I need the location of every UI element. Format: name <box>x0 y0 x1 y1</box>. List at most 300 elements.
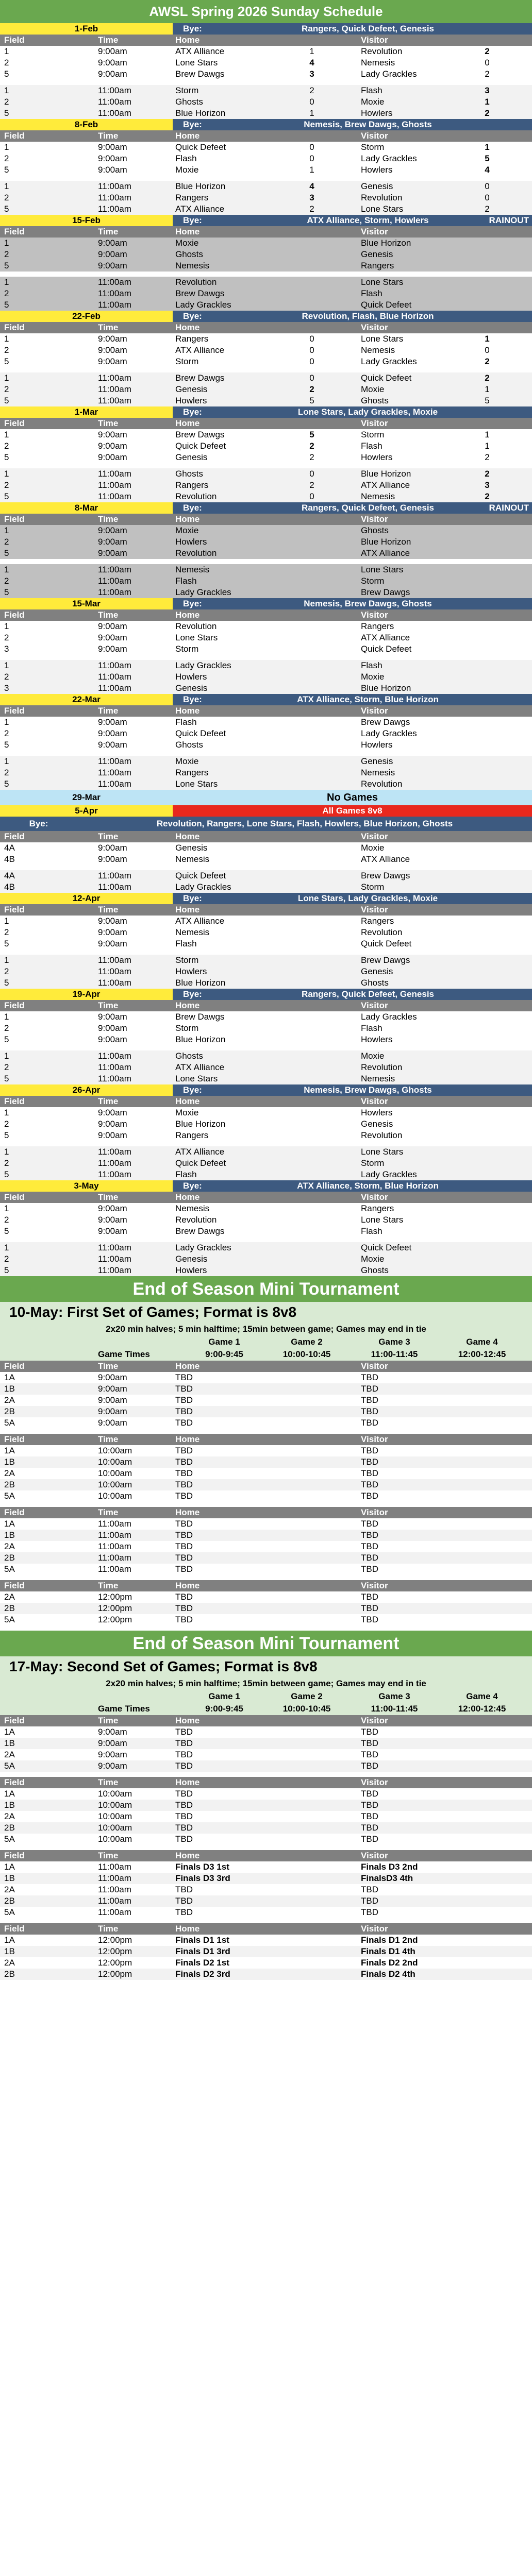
home-team: Blue Horizon <box>175 978 226 988</box>
game-field: 1 <box>4 916 9 926</box>
game-field: 5 <box>4 548 9 558</box>
visitor-team: TBD <box>361 1541 378 1551</box>
tournament-title: End of Season Mini Tournament <box>0 1631 532 1656</box>
visitor-team: TBD <box>361 1738 378 1748</box>
game-field: 1 <box>4 373 9 383</box>
home-team: Finals D2 3rd <box>175 1969 230 1979</box>
game-time: 11:00am <box>98 1530 131 1540</box>
game-time: 9:00am <box>98 728 127 738</box>
game-row <box>0 1062 532 1073</box>
week-date-row <box>0 311 532 322</box>
header-visitor: Visitor <box>361 1507 388 1517</box>
home-score <box>304 728 320 739</box>
visitor-team: Howlers <box>361 1108 393 1117</box>
game-field: 1A <box>4 1446 15 1455</box>
column-header-row <box>0 1361 532 1372</box>
game-time: 12:00pm <box>98 1615 132 1624</box>
bye-label: Bye: <box>183 503 202 513</box>
header-field: Field <box>4 1001 25 1010</box>
home-team: Finals D3 3rd <box>175 1873 230 1883</box>
visitor-score: 4 <box>485 165 490 175</box>
visitor-score <box>479 564 495 575</box>
game-time-slot: 10:00-10:45 <box>282 1349 331 1359</box>
schedule-content <box>0 23 532 1985</box>
game-time: 11:00am <box>98 1170 131 1179</box>
game-field: 2 <box>4 537 9 547</box>
separator <box>0 1625 532 1631</box>
column-header-row <box>0 1715 532 1726</box>
game-row <box>0 1946 532 1957</box>
week-date: 22-Feb <box>0 311 173 322</box>
game-field: 2A <box>4 1541 15 1551</box>
visitor-score <box>479 660 495 671</box>
header-time: Time <box>98 1507 119 1517</box>
game-time: 11:00am <box>98 1896 131 1906</box>
home-score <box>304 660 320 671</box>
bye-bar <box>173 989 532 1000</box>
home-team: TBD <box>175 1395 193 1405</box>
bye-label: Bye: <box>183 599 202 608</box>
home-score <box>304 683 320 694</box>
game-field: 2 <box>4 672 9 682</box>
bye-bar <box>173 215 532 226</box>
column-header-row <box>0 1434 532 1445</box>
home-score <box>304 854 320 865</box>
bye-teams: Lone Stars, Lady Grackles, Moxie <box>297 893 438 903</box>
game-label-row <box>0 1690 532 1703</box>
game-row <box>0 1253 532 1265</box>
game-time: 9:00am <box>98 1384 127 1394</box>
game-field: 1B <box>4 1738 15 1748</box>
home-team: Lone Stars <box>175 1074 218 1083</box>
column-header-row <box>0 609 532 621</box>
home-team: Ghosts <box>175 1051 203 1061</box>
visitor-score <box>479 1158 495 1169</box>
visitor-team: Revolution <box>361 927 403 937</box>
game-row <box>0 1073 532 1084</box>
game-time: 10:00am <box>98 1480 132 1489</box>
visitor-score <box>479 767 495 778</box>
game-time-slot: 12:00-12:45 <box>458 1349 506 1359</box>
column-header-row <box>0 1000 532 1011</box>
game-time: 9:00am <box>98 537 127 547</box>
bye-label: Bye: <box>183 1181 202 1191</box>
game-field: 2 <box>4 249 9 259</box>
home-team: Lady Grackles <box>175 587 231 597</box>
bye-label: Bye: <box>183 1085 202 1095</box>
home-team: Lone Stars <box>175 58 218 67</box>
game-time: 11:00am <box>98 300 131 310</box>
game-time-slot: 9:00-9:45 <box>205 1349 243 1359</box>
game-time: 11:00am <box>98 469 131 479</box>
header-home: Home <box>175 905 200 914</box>
game-time: 9:00am <box>98 430 127 439</box>
home-team: TBD <box>175 1811 193 1821</box>
home-team: Revolution <box>175 1215 217 1225</box>
game-field: 5 <box>4 939 9 948</box>
visitor-team: Moxie <box>361 1254 385 1264</box>
home-team: TBD <box>175 1615 193 1624</box>
visitor-team: Rangers <box>361 916 394 926</box>
game-row <box>0 480 532 491</box>
game-time: 9:00am <box>98 1738 127 1748</box>
visitor-score: 1 <box>485 97 490 107</box>
home-team: Ghosts <box>175 469 203 479</box>
home-score <box>304 842 320 854</box>
game-row <box>0 854 532 865</box>
bye-bar <box>173 406 532 418</box>
home-team: Moxie <box>175 238 199 248</box>
visitor-score: 1 <box>485 142 490 152</box>
game-row <box>0 1760 532 1772</box>
home-team: Brew Dawgs <box>175 1226 225 1236</box>
visitor-score <box>479 587 495 598</box>
week-date-row <box>0 119 532 130</box>
visitor-score <box>479 288 495 299</box>
bye-teams: Rangers, Quick Defeet, Genesis <box>302 24 434 33</box>
game-field: 1 <box>4 1108 9 1117</box>
header-home: Home <box>175 418 200 428</box>
no-games-date: 29-Mar <box>0 790 173 805</box>
game-field: 5 <box>4 261 9 270</box>
home-team: ATX Alliance <box>175 204 225 214</box>
visitor-team: TBD <box>361 1592 378 1602</box>
game-field: 2 <box>4 967 9 976</box>
visitor-score <box>479 621 495 632</box>
visitor-team: TBD <box>361 1761 378 1771</box>
header-home: Home <box>175 1777 200 1787</box>
visitor-score <box>479 299 495 311</box>
home-team: Blue Horizon <box>175 108 226 118</box>
game-field: 2B <box>4 1896 15 1906</box>
visitor-team: Ghosts <box>361 526 389 535</box>
home-score <box>304 1203 320 1214</box>
week-date: 5-Apr <box>0 805 173 817</box>
game-field: 1B <box>4 1530 15 1540</box>
home-score <box>304 643 320 655</box>
home-score <box>304 955 320 966</box>
visitor-team: TBD <box>361 1480 378 1489</box>
visitor-team: TBD <box>361 1789 378 1799</box>
game-label: Game 2 <box>291 1691 323 1701</box>
column-header-row <box>0 1850 532 1861</box>
header-time: Time <box>98 1001 119 1010</box>
home-score <box>304 1073 320 1084</box>
header-time: Time <box>98 1924 119 1934</box>
game-time: 9:00am <box>98 548 127 558</box>
separator <box>0 367 532 372</box>
home-score <box>304 1226 320 1237</box>
game-row <box>0 429 532 440</box>
game-row <box>0 683 532 694</box>
game-field: 5 <box>4 108 9 118</box>
separator <box>0 559 532 564</box>
visitor-team: Nemesis <box>361 768 395 777</box>
game-field: 1 <box>4 526 9 535</box>
game-time: 9:00am <box>98 644 127 654</box>
game-field: 1 <box>4 46 9 56</box>
visitor-team: Finals D1 4th <box>361 1946 415 1956</box>
game-field: 2B <box>4 1480 15 1489</box>
bye-teams: Revolution, Rangers, Lone Stars, Flash, Howlers, Blue Horizon, Ghosts <box>156 819 453 828</box>
header-visitor: Visitor <box>361 323 388 332</box>
bye-teams: Lone Stars, Lady Grackles, Moxie <box>297 407 438 417</box>
separator <box>0 655 532 660</box>
game-field: 2A <box>4 1592 15 1602</box>
rainout-label: RAINOUT <box>489 503 529 513</box>
game-time: 9:00am <box>98 916 127 926</box>
separator <box>0 865 532 870</box>
game-field: 1 <box>4 1147 9 1157</box>
visitor-team: Revolution <box>361 1130 403 1140</box>
home-team: Ghosts <box>175 740 203 750</box>
game-row <box>0 356 532 367</box>
game-row <box>0 1226 532 1237</box>
header-visitor: Visitor <box>361 1434 388 1444</box>
game-time: 11:00am <box>98 978 131 988</box>
home-score: 1 <box>309 165 314 175</box>
home-team: Howlers <box>175 537 207 547</box>
game-time: 9:00am <box>98 717 127 727</box>
game-field: 2 <box>4 768 9 777</box>
game-time: 11:00am <box>98 565 131 574</box>
visitor-score <box>479 1130 495 1141</box>
game-field: 1 <box>4 430 9 439</box>
bye-label: Bye: <box>183 215 202 225</box>
home-team: TBD <box>175 1384 193 1394</box>
game-time: 10:00am <box>98 1468 132 1478</box>
game-time: 11:00am <box>98 373 131 383</box>
game-row <box>0 468 532 480</box>
home-team: Brew Dawgs <box>175 1012 225 1022</box>
game-row <box>0 938 532 950</box>
column-header-row <box>0 831 532 842</box>
visitor-score <box>479 548 495 559</box>
header-time: Time <box>98 514 119 524</box>
home-team: TBD <box>175 1418 193 1428</box>
visitor-team: Brew Dawgs <box>361 871 410 880</box>
no-games-text: No Games <box>173 790 532 805</box>
home-team: Storm <box>175 86 199 95</box>
game-row <box>0 1011 532 1023</box>
game-row <box>0 1614 532 1625</box>
home-team: Flash <box>175 717 197 727</box>
header-field: Field <box>4 1361 25 1371</box>
visitor-team: Flash <box>361 441 383 451</box>
home-team: Lady Grackles <box>175 300 231 310</box>
week-date-row <box>0 1084 532 1096</box>
home-team: TBD <box>175 1446 193 1455</box>
visitor-score <box>479 683 495 694</box>
home-score: 4 <box>309 58 314 67</box>
game-row <box>0 1417 532 1429</box>
visitor-team: Storm <box>361 430 385 439</box>
home-score <box>304 882 320 893</box>
game-field: 2B <box>4 1553 15 1563</box>
game-row <box>0 955 532 966</box>
week-date: 8-Mar <box>0 502 173 514</box>
visitor-team: Quick Defeet <box>361 644 412 654</box>
home-team: Storm <box>175 1023 199 1033</box>
visitor-score <box>479 977 495 989</box>
header-time: Time <box>98 832 119 841</box>
game-field: 5 <box>4 978 9 988</box>
visitor-team: TBD <box>361 1395 378 1405</box>
game-row <box>0 181 532 192</box>
home-team: Nemesis <box>175 1204 210 1213</box>
visitor-team: ATX Alliance <box>361 480 410 490</box>
header-time: Time <box>98 323 119 332</box>
game-time: 10:00am <box>98 1457 132 1467</box>
game-time: 9:00am <box>98 1750 127 1759</box>
game-row <box>0 1203 532 1214</box>
game-row <box>0 1456 532 1468</box>
column-header-row <box>0 418 532 429</box>
home-team: TBD <box>175 1823 193 1833</box>
home-score: 0 <box>309 334 314 344</box>
column-header-row <box>0 35 532 46</box>
game-time: 11:00am <box>98 1158 131 1168</box>
game-row <box>0 1541 532 1552</box>
header-visitor: Visitor <box>361 131 388 141</box>
visitor-team: Revolution <box>361 1062 403 1072</box>
game-row <box>0 1800 532 1811</box>
column-header-row <box>0 226 532 238</box>
game-row <box>0 1050 532 1062</box>
rainout-label: RAINOUT <box>489 215 529 225</box>
bye-bar <box>173 23 532 35</box>
bye-bar <box>173 311 532 322</box>
separator <box>0 272 532 277</box>
visitor-score <box>479 1073 495 1084</box>
home-score <box>304 778 320 790</box>
week-date: 22-Mar <box>0 694 173 705</box>
game-field: 1 <box>4 955 9 965</box>
game-field: 1A <box>4 1789 15 1799</box>
visitor-team: Revolution <box>361 46 403 56</box>
visitor-team: TBD <box>361 1615 378 1624</box>
visitor-score: 1 <box>485 384 490 394</box>
visitor-team: Genesis <box>361 181 393 191</box>
game-row <box>0 452 532 463</box>
separator <box>0 463 532 468</box>
game-row <box>0 1726 532 1738</box>
home-score <box>304 1034 320 1045</box>
game-field: 5 <box>4 165 9 175</box>
visitor-score: 2 <box>485 204 490 214</box>
game-row <box>0 1564 532 1575</box>
game-row <box>0 69 532 80</box>
game-field: 1 <box>4 717 9 727</box>
game-field: 1 <box>4 1243 9 1252</box>
header-home: Home <box>175 1716 200 1725</box>
game-field: 2A <box>4 1395 15 1405</box>
visitor-score <box>479 249 495 260</box>
home-score <box>304 575 320 587</box>
home-score: 0 <box>309 469 314 479</box>
game-field: 1 <box>4 142 9 152</box>
game-time: 11:00am <box>98 576 131 586</box>
home-team: Brew Dawgs <box>175 430 225 439</box>
header-field: Field <box>4 514 25 524</box>
game-field: 2B <box>4 1406 15 1416</box>
game-row <box>0 1884 532 1895</box>
home-score <box>304 1062 320 1073</box>
visitor-score <box>479 277 495 288</box>
visitor-team: Moxie <box>361 1051 385 1061</box>
header-visitor: Visitor <box>361 706 388 716</box>
home-team: Storm <box>175 357 199 366</box>
game-field: 1B <box>4 1946 15 1956</box>
week-date-row <box>0 805 532 817</box>
visitor-score: 2 <box>485 108 490 118</box>
header-visitor: Visitor <box>361 1716 388 1725</box>
visitor-team: ATX Alliance <box>361 854 410 864</box>
home-team: Moxie <box>175 1108 199 1117</box>
home-score: 3 <box>309 193 314 202</box>
visitor-team: Lady Grackles <box>361 1012 417 1022</box>
visitor-team: Genesis <box>361 967 393 976</box>
game-time: 11:00am <box>98 384 131 394</box>
game-time: 9:00am <box>98 1372 127 1382</box>
visitor-team: Flash <box>361 289 383 298</box>
game-field: 2 <box>4 1158 9 1168</box>
game-time: 9:00am <box>98 334 127 344</box>
home-team: TBD <box>175 1592 193 1602</box>
game-row <box>0 1861 532 1873</box>
game-time: 10:00am <box>98 1834 132 1844</box>
game-time: 9:00am <box>98 1035 127 1044</box>
home-score <box>304 1158 320 1169</box>
home-score <box>304 1011 320 1023</box>
week-date: 3-May <box>0 1180 173 1192</box>
separator <box>0 1429 532 1434</box>
home-team: Finals D3 1st <box>175 1862 229 1872</box>
home-team: Lone Stars <box>175 633 218 642</box>
game-row <box>0 238 532 249</box>
game-time: 9:00am <box>98 1023 127 1033</box>
header-visitor: Visitor <box>361 514 388 524</box>
game-field: 5 <box>4 587 9 597</box>
header-visitor: Visitor <box>361 905 388 914</box>
game-time: 9:00am <box>98 1226 127 1236</box>
game-time: 10:00am <box>98 1789 132 1799</box>
game-row <box>0 1468 532 1479</box>
game-field: 5A <box>4 1907 15 1917</box>
game-times-row <box>0 1703 532 1715</box>
visitor-score <box>479 1253 495 1265</box>
game-row <box>0 372 532 384</box>
home-team: TBD <box>175 1519 193 1529</box>
game-row <box>0 1383 532 1395</box>
home-score <box>304 671 320 683</box>
bye-label: Bye: <box>29 819 48 828</box>
visitor-team: Ghosts <box>361 1265 389 1275</box>
game-field: 5 <box>4 1130 9 1140</box>
home-team: TBD <box>175 1491 193 1501</box>
home-team: TBD <box>175 1885 193 1894</box>
header-home: Home <box>175 1361 200 1371</box>
game-time: 9:00am <box>98 939 127 948</box>
separator <box>0 1141 532 1146</box>
visitor-score <box>479 671 495 683</box>
home-team: Storm <box>175 644 199 654</box>
visitor-team: Ghosts <box>361 978 389 988</box>
visitor-score <box>479 1107 495 1118</box>
game-time: 9:00am <box>98 1108 127 1117</box>
game-time: 11:00am <box>98 1062 131 1072</box>
home-team: Quick Defeet <box>175 441 226 451</box>
